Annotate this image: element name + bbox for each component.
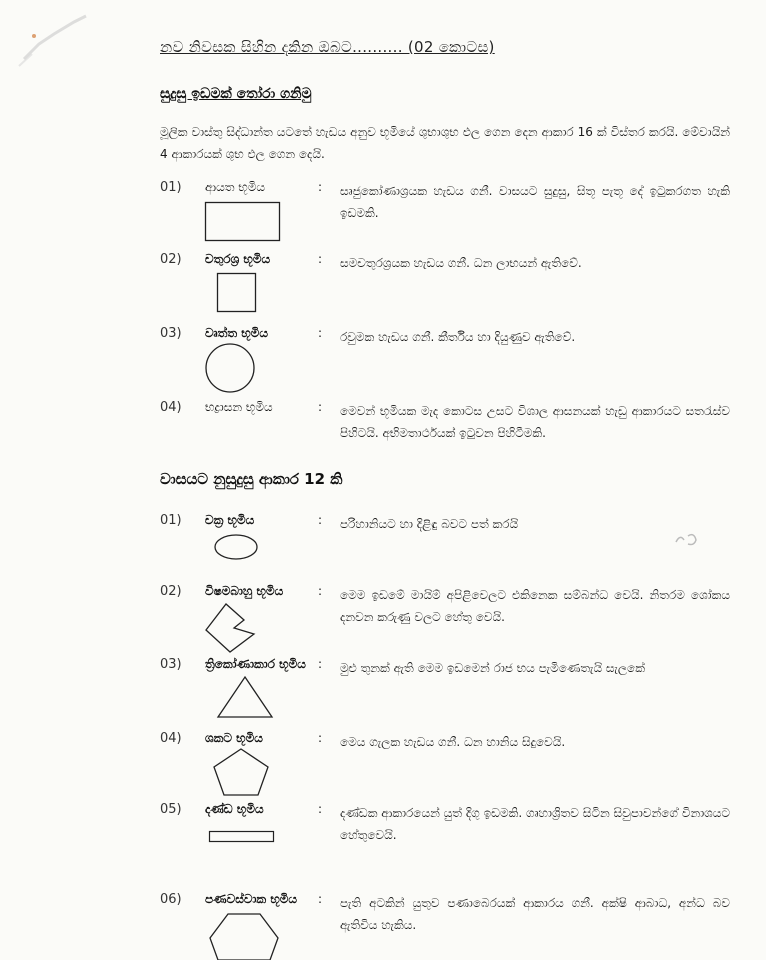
item-description: මෙම ඉඩමේ මායිම් අපිළිවෙලට එකිනෙක සම්බන්ධ වෙයි. නිතරම ශෝකය දනවන කරුණු වලට හේතු වෙයි. (340, 588, 730, 624)
item-number: 06) (160, 892, 182, 907)
item-colon: : (318, 802, 323, 816)
scan-mark (672, 528, 702, 552)
item-name: පණවස්වාක භූමිය (205, 892, 298, 906)
item-description: මුළු තුනක් ඇති මෙම ඉඩමෙන් රාජ භය පැමිණෙතැයි සැලකේ (340, 661, 645, 675)
circle-shape (203, 342, 257, 394)
irregular-shape (204, 602, 256, 654)
item-description: පැති අටකින් යුතුව පණාබෙරයක් ආකාරය ගනී. අක්ෂි ආබාධ, අන්ධ බව ඇතිවිය හැකිය. (340, 896, 730, 932)
item-name: දණ්ඩ භූමිය (205, 802, 264, 816)
section1-intro: මූලික වාස්තු සිද්ධාන්ත යටතේ හැඩය අනුව භූමියේ ශුභාශුභ ඵල ගෙන දෙන ආකාර 16 ක් විස්තර කරයි. මේවායින් 4 ආකාරයක් ශුභ ඵල ගෙන දෙයි. (160, 125, 730, 161)
item-name: චක්‍ර භූමිය (205, 513, 255, 527)
item-colon: : (318, 400, 323, 414)
section2-heading: වාසයට නුසුදුසු ආකාර 12 කි (160, 470, 343, 488)
item-number: 03) (160, 326, 182, 341)
scan-smudge (14, 4, 94, 74)
item-colon: : (318, 731, 323, 745)
item-description: රවුමක හැඩය ගනී. කීර්තිය හා දියුණුව ඇතිවේ. (340, 330, 576, 344)
item-number: 04) (160, 400, 182, 415)
square-shape (216, 272, 258, 314)
rectangle-shape (204, 201, 282, 243)
item-name: විෂමබාහු භූමිය (205, 584, 284, 598)
item-description: සෘජුකෝණාශ්‍රයක හැඩය ගනී. වාසයට සුදුසු, සිතූ පැතූ දේ ඉටුකරගත හැකි ඉඩමකි. (340, 184, 730, 220)
item-colon: : (318, 513, 323, 527)
item-name: ආයත භූමිය (205, 180, 265, 194)
thin-rectangle-shape (208, 830, 276, 844)
item-description: මෙවන් භූමියක මැද කොටස උසට විශාල ආසනයක් හැඩු ආකාරයට සතරැස්ව පිහිටයි. අභිමතාර්ථයක් ඉටුවන පිහිටීමකි. (340, 404, 730, 440)
item-description: මෙය ගැලක හැඩය ගනී. ධන හානිය සිදුවෙයි. (340, 735, 566, 749)
item-number: 02) (160, 252, 182, 267)
item-colon: : (318, 252, 323, 266)
item-colon: : (318, 326, 323, 340)
item-number: 01) (160, 513, 182, 528)
item-number: 02) (160, 584, 182, 599)
item-colon: : (318, 180, 323, 194)
item-description: දණ්ඩක ආකාරයෙන් යුත් දිගු ඉඩමකි. ගෘහාශ්‍රිතව සිටින සිවුපාවන්ගේ විනාශයට හේතුවෙයි. (340, 806, 730, 842)
item-name: භද්‍රාසන භූමිය (205, 400, 273, 414)
triangle-shape (216, 675, 274, 719)
item-description: පරිහානියට හා දිළිඳු බවට පත් කරයි (340, 517, 519, 531)
section1-heading: සුදුසු ඉඩමක් තෝරා ගනිමු (160, 86, 312, 102)
item-name: ත්‍රිකෝණාකාර භූමිය (205, 657, 306, 671)
item-name: චතුරශ්‍ර භූමිය (205, 252, 271, 266)
ellipse-shape (213, 532, 259, 562)
item-number: 01) (160, 180, 182, 195)
item-number: 04) (160, 731, 182, 746)
heptagon-shape (208, 912, 280, 960)
item-name: වෘත්ත භූමිය (205, 326, 268, 340)
item-colon: : (318, 584, 323, 598)
item-colon: : (318, 657, 323, 671)
pentagon-shape (212, 747, 270, 797)
item-number: 05) (160, 802, 182, 817)
item-description: සමචතුරශ්‍රයක හැඩය ගනී. ධන ලාභයන් ඇතිවේ. (340, 256, 582, 270)
item-name: ශකට භූමිය (205, 731, 263, 745)
item-colon: : (318, 892, 323, 906)
item-number: 03) (160, 657, 182, 672)
page-title: නව නිවසක සිහින දකින ඔබට.......... (02 කොටස) (160, 38, 495, 56)
